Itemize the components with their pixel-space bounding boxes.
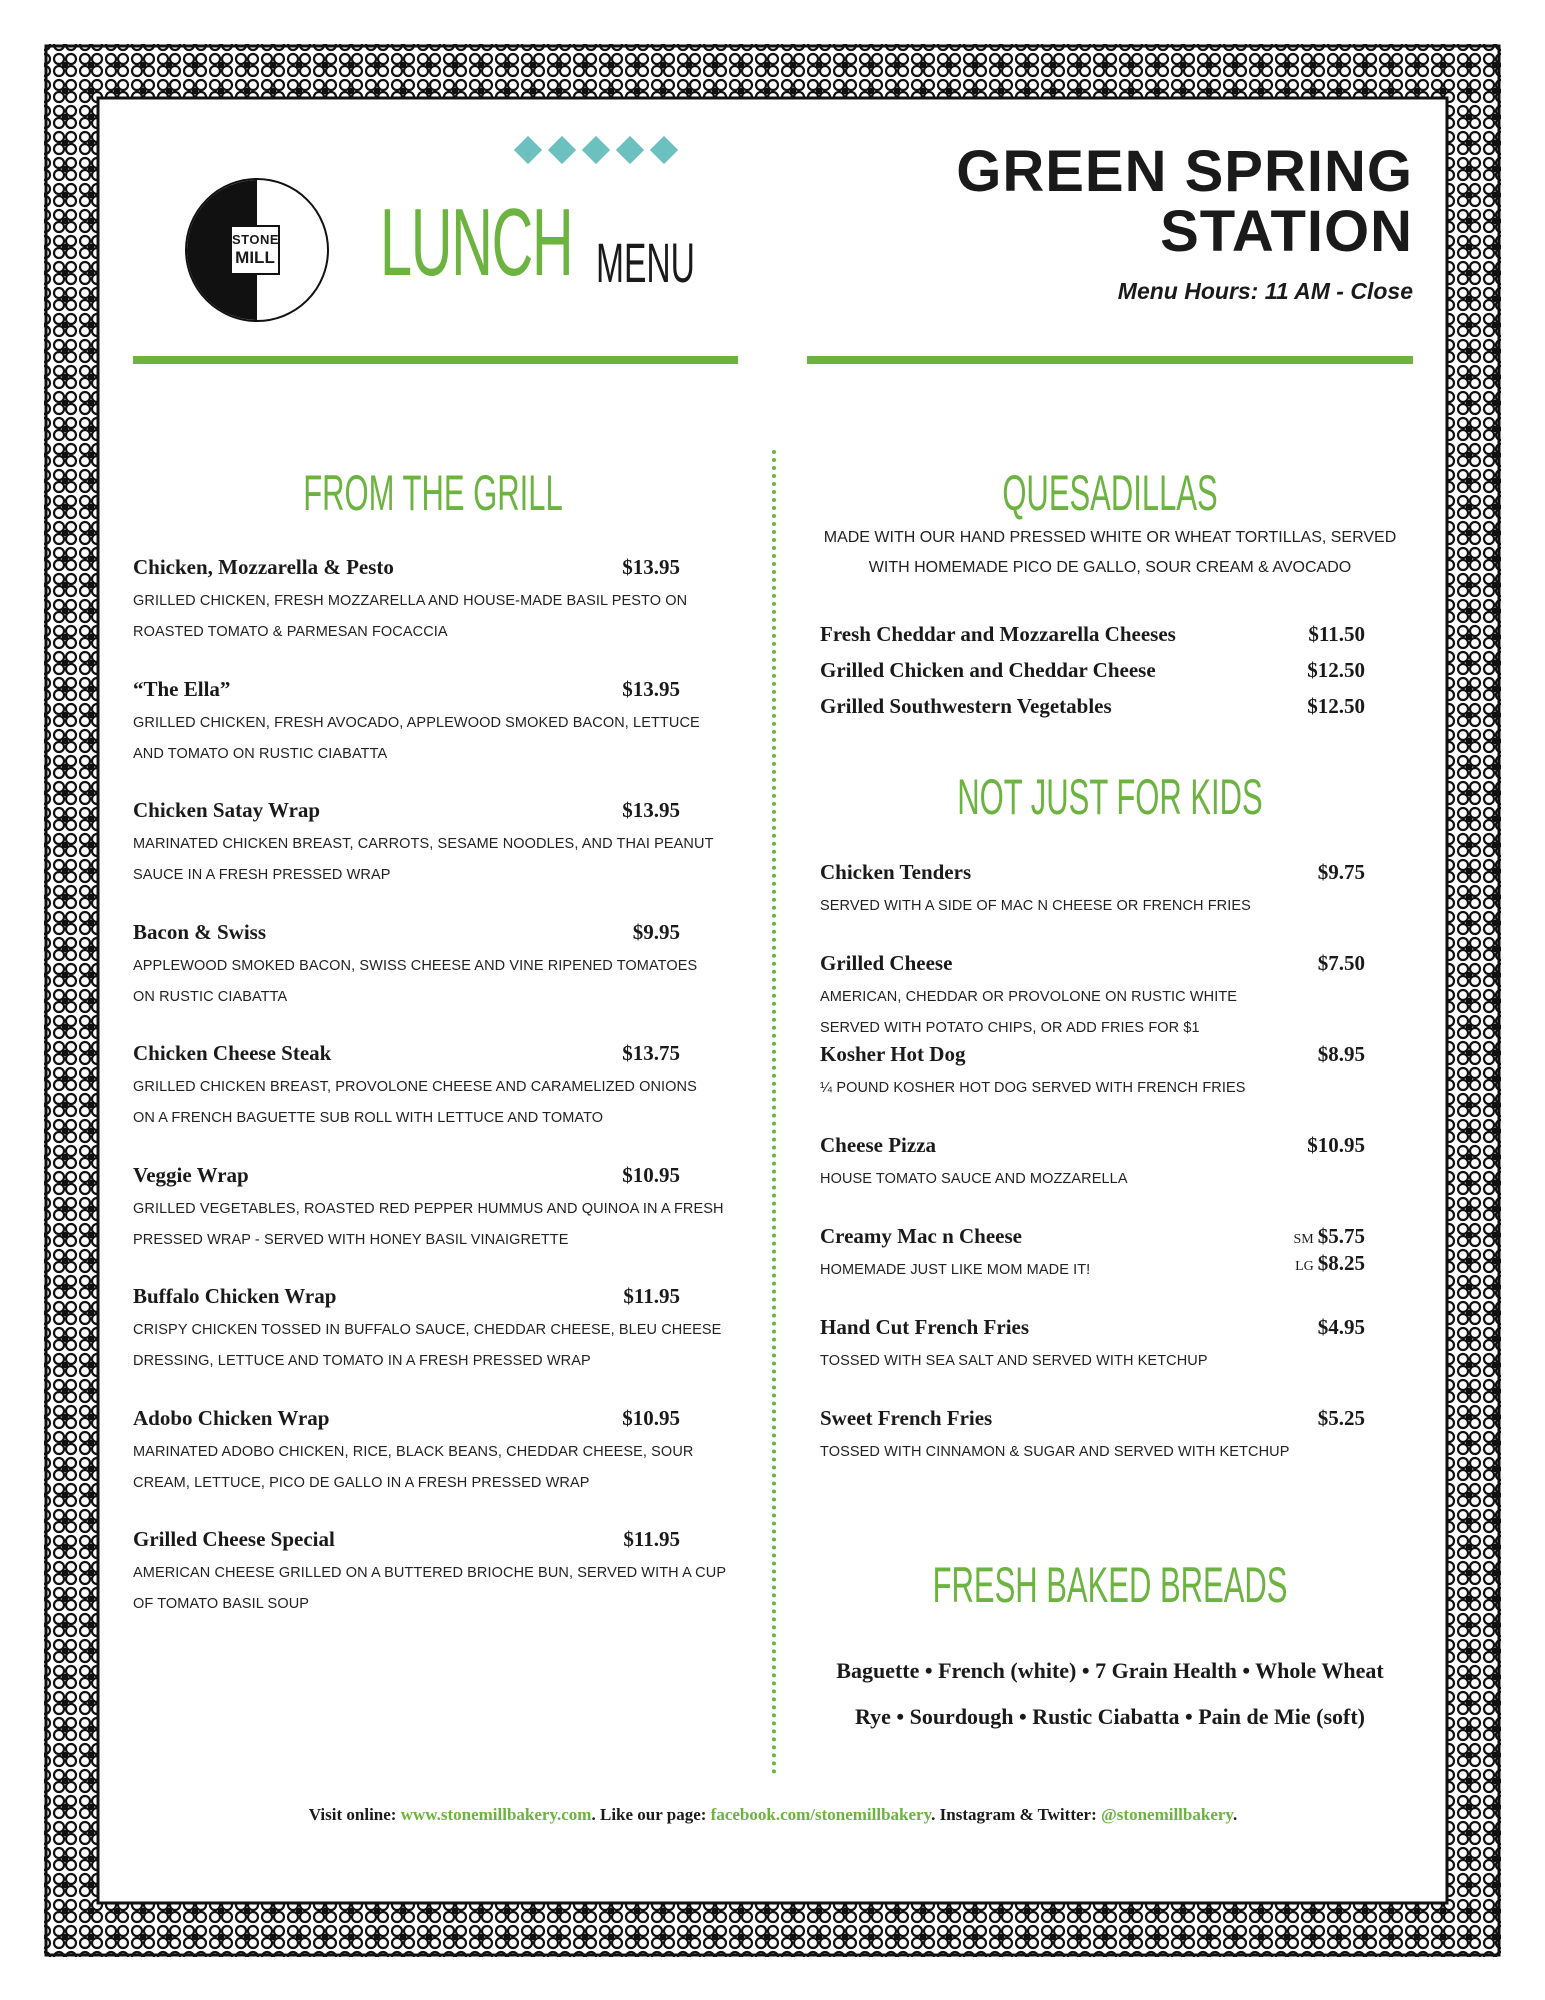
price-value-small: $5.75: [1317, 1224, 1365, 1248]
menu-item-description: SAUCE IN A FRESH PRESSED WRAP: [133, 867, 391, 883]
footer-like-label: . Like our page:: [591, 1805, 711, 1824]
menu-item-name: Veggie Wrap: [133, 1162, 249, 1187]
kids-item-description: SERVED WITH POTATO CHIPS, OR ADD FRIES FOR $1: [820, 1020, 1200, 1036]
menu-hours: Menu Hours: 11 AM - Close: [1117, 278, 1413, 304]
menu-item-description: ON A FRENCH BAGUETTE SUB ROLL WITH LETTUCE AND TOMATO: [133, 1110, 604, 1126]
menu-title-menu: MENU: [596, 231, 695, 294]
footer-visit-label: Visit online:: [308, 1805, 401, 1824]
kids-item-name: Sweet French Fries: [820, 1406, 993, 1430]
menu-item-description: APPLEWOOD SMOKED BACON, SWISS CHEESE AND VINE RIPENED TOMATOES: [133, 957, 698, 974]
menu-item-description: AMERICAN CHEESE GRILLED ON A BUTTERED BRIOCHE BUN, SERVED WITH A CUP: [133, 1565, 727, 1581]
section-title-grill: FROM THE GRILL: [303, 465, 563, 521]
menu-item-price: $13.95: [622, 798, 680, 822]
kids-item-description: HOUSE TOMATO SAUCE AND MOZZARELLA: [820, 1171, 1128, 1187]
kids-item-name: Grilled Cheese: [820, 951, 953, 975]
logo-text-stone: STONE: [232, 232, 280, 247]
kids-item-price: $10.95: [1307, 1133, 1365, 1157]
quesadilla-item-name: Grilled Southwestern Vegetables: [820, 694, 1112, 718]
section-title-breads: FRESH BAKED BREADS: [932, 1557, 1288, 1613]
menu-item-price: $11.95: [623, 1527, 680, 1551]
menu-item-price: $13.95: [622, 555, 680, 579]
menu-item-description: GRILLED VEGETABLES, ROASTED RED PEPPER HUMMUS AND QUINOA IN A FRESH: [133, 1200, 724, 1217]
social-handle-link[interactable]: @stonemillbakery: [1100, 1805, 1233, 1824]
menu-item-price: $10.95: [622, 1405, 680, 1430]
menu-item-price: $9.95: [632, 919, 680, 944]
kids-item-name: Kosher Hot Dog: [820, 1042, 966, 1066]
kids-item-price: $7.50: [1317, 951, 1365, 975]
menu-item-description: AND TOMATO ON RUSTIC CIABATTA: [133, 745, 388, 762]
menu-item-name: “The Ella”: [133, 676, 231, 701]
kids-item-description: TOSSED WITH SEA SALT AND SERVED WITH KETCHUP: [820, 1353, 1208, 1369]
footer: [133, 1805, 1413, 1825]
menu-item-description: GRILLED CHICKEN BREAST, PROVOLONE CHEESE AND CARAMELIZED ONIONS: [133, 1079, 697, 1095]
column-divider: [772, 450, 776, 1775]
kids-item-price-large: [1240, 1251, 1365, 1276]
menu-item-description: PRESSED WRAP - SERVED WITH HONEY BASIL VINAIGRETTE: [133, 1231, 569, 1248]
menu-item-name: Adobo Chicken Wrap: [133, 1405, 330, 1430]
menu-title-lunch: LUNCH: [380, 189, 573, 296]
footer-social-label: . Instagram & Twitter:: [931, 1805, 1101, 1824]
kids-item-description: AMERICAN, CHEDDAR OR PROVOLONE ON RUSTIC WHITE: [820, 989, 1238, 1005]
location-name: [956, 139, 1413, 264]
footer-end: .: [1232, 1805, 1238, 1824]
kids-item-price: $4.95: [1317, 1315, 1365, 1339]
menu-item-name: Buffalo Chicken Wrap: [133, 1284, 337, 1308]
website-link[interactable]: www.stonemillbakery.com: [400, 1805, 592, 1824]
quesadilla-item-price: $11.50: [1308, 622, 1365, 646]
menu-item-price: $13.95: [622, 676, 680, 701]
quesadilla-item-price: $12.50: [1307, 694, 1365, 718]
kids-item-name: Creamy Mac n Cheese: [820, 1224, 1022, 1248]
menu-item-description: GRILLED CHICKEN, FRESH MOZZARELLA AND HOUSE-MADE BASIL PESTO ON: [133, 593, 688, 609]
header-divider-left: [133, 356, 738, 364]
menu-item-description: OF TOMATO BASIL SOUP: [133, 1596, 310, 1612]
section-title-kids: NOT JUST FOR KIDS: [957, 769, 1263, 825]
location-name-line2: STATION: [1160, 199, 1413, 264]
logo-text-mill: MILL: [235, 248, 275, 267]
kids-item-description: TOSSED WITH CINNAMON & SUGAR AND SERVED WITH KETCHUP: [820, 1444, 1290, 1460]
size-label-small: SM: [1293, 1232, 1314, 1247]
quesadillas-intro: [805, 523, 1415, 583]
menu-item-name: Chicken Cheese Steak: [133, 1041, 332, 1065]
menu-item-name: Grilled Cheese Special: [133, 1527, 335, 1551]
kids-item-description: HOMEMADE JUST LIKE MOM MADE IT!: [820, 1262, 1091, 1278]
menu-item-description: DRESSING, LETTUCE AND TOMATO IN A FRESH PRESSED WRAP: [133, 1353, 591, 1369]
stone-mill-logo: [185, 178, 329, 322]
quesadillas-intro-line1: MADE WITH OUR HAND PRESSED WHITE OR WHEAT TORTILLAS, SERVED: [823, 529, 1397, 546]
kids-item-name: Chicken Tenders: [820, 860, 972, 884]
quesadilla-item-price: $12.50: [1307, 658, 1365, 682]
quesadilla-item-name: Fresh Cheddar and Mozzarella Cheeses: [820, 622, 1176, 646]
menu-item-description: CREAM, LETTUCE, PICO DE GALLO IN A FRESH PRESSED WRAP: [133, 1474, 590, 1491]
facebook-link[interactable]: facebook.com/stonemillbakery: [710, 1805, 932, 1824]
menu-item-description: ON RUSTIC CIABATTA: [133, 988, 288, 1005]
menu-item-description: MARINATED ADOBO CHICKEN, RICE, BLACK BEANS, CHEDDAR CHEESE, SOUR: [133, 1443, 694, 1460]
breads-line-2: Rye • Sourdough • Rustic Ciabatta • Pain de Mie (soft): [855, 1704, 1365, 1729]
quesadillas-intro-line2: WITH HOMEMADE PICO DE GALLO, SOUR CREAM & AVOCADO: [868, 559, 1352, 576]
menu-item-name: Chicken Satay Wrap: [133, 798, 321, 822]
quesadilla-item-name: Grilled Chicken and Cheddar Cheese: [820, 658, 1156, 682]
menu-item-description: ROASTED TOMATO & PARMESAN FOCACCIA: [133, 624, 448, 640]
price-value-large: $8.25: [1317, 1251, 1365, 1275]
kids-item-price-small: [1240, 1224, 1365, 1249]
menu-item-name: Bacon & Swiss: [133, 919, 267, 944]
kids-item-name: Hand Cut French Fries: [820, 1315, 1030, 1339]
size-label-large: LG: [1295, 1259, 1314, 1274]
kids-item-description: ¼ POUND KOSHER HOT DOG SERVED WITH FRENCH FRIES: [820, 1080, 1246, 1096]
menu-item-price: $11.95: [623, 1284, 680, 1308]
menu-item-description: MARINATED CHICKEN BREAST, CARROTS, SESAME NOODLES, AND THAI PEANUT: [133, 836, 714, 852]
header-divider-right: [807, 356, 1413, 364]
kids-item-price: $8.95: [1317, 1042, 1365, 1066]
kids-item-description: SERVED WITH A SIDE OF MAC N CHEESE OR FRENCH FRIES: [820, 898, 1251, 914]
kids-item-name: Cheese Pizza: [820, 1133, 937, 1157]
menu-item-price: $10.95: [622, 1162, 680, 1187]
kids-item-price: $9.75: [1317, 860, 1365, 884]
location-name-line1: GREEN SPRING: [956, 139, 1413, 204]
menu-item-description: CRISPY CHICKEN TOSSED IN BUFFALO SAUCE, CHEDDAR CHEESE, BLEU CHEESE: [133, 1322, 722, 1338]
kids-item-price: $5.25: [1317, 1406, 1365, 1430]
diamond-ornament: [516, 134, 686, 168]
breads-line-1: Baguette • French (white) • 7 Grain Health • Whole Wheat: [836, 1658, 1384, 1683]
menu-item-name: Chicken, Mozzarella & Pesto: [133, 555, 394, 579]
menu-item-description: GRILLED CHICKEN, FRESH AVOCADO, APPLEWOOD SMOKED BACON, LETTUCE: [133, 714, 700, 731]
menu-item-price: $13.75: [622, 1041, 680, 1065]
section-title-quesadillas: QUESADILLAS: [1002, 465, 1218, 521]
